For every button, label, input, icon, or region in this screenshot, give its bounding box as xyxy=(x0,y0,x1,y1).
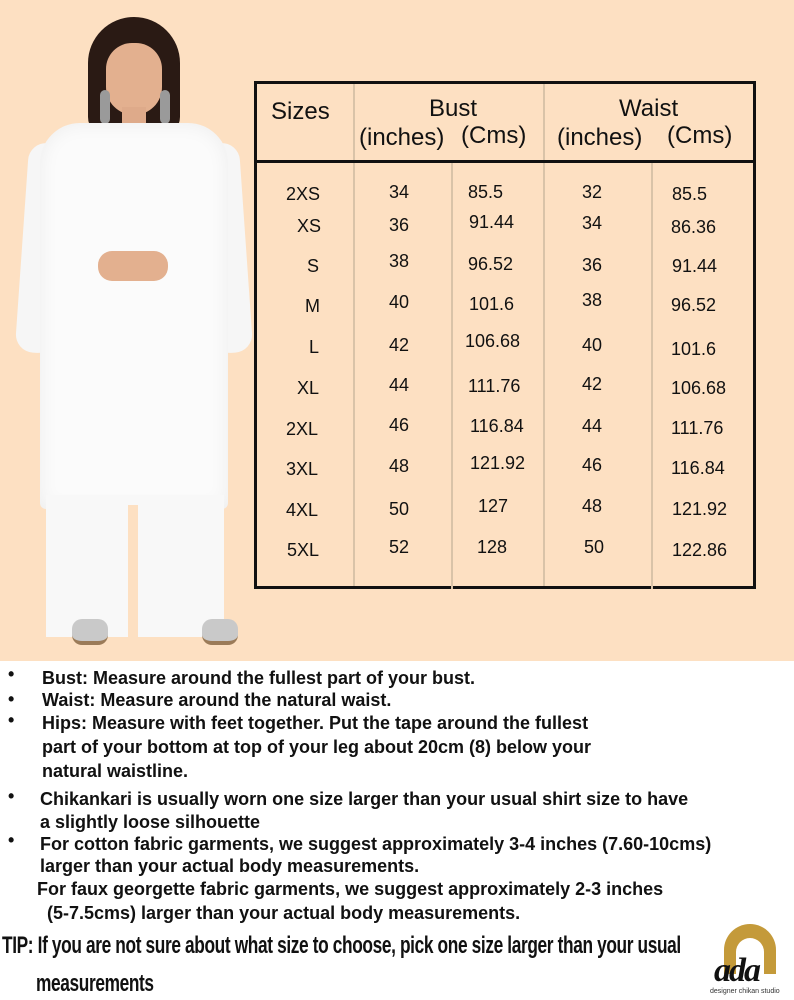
note-waist: Waist: Measure around the natural waist. xyxy=(42,690,392,710)
bust-cms: 91.44 xyxy=(469,212,515,232)
bust-inches: 50 xyxy=(389,499,410,519)
earring-right xyxy=(160,90,170,124)
waist-cms: 96.52 xyxy=(671,295,717,315)
size-label: 5XL xyxy=(287,540,320,560)
bust-inches: 34 xyxy=(389,182,410,202)
header-bust-cms: (Cms) xyxy=(461,122,527,149)
waist-cms: 86.36 xyxy=(671,217,717,237)
bust-cms: 116.84 xyxy=(470,416,524,436)
waist-inches: 40 xyxy=(582,335,603,355)
bust-inches: 38 xyxy=(389,251,410,271)
table-header xyxy=(257,84,753,163)
waist-inches: 48 xyxy=(582,496,603,516)
logo-tagline: designer chikan studio xyxy=(710,988,780,995)
bust-cms: 85.5 xyxy=(468,182,504,202)
size-label: M xyxy=(305,296,320,316)
note-cotton-line1: For cotton fabric garments, we suggest approximately 3-4 inches (7.60-10cms) xyxy=(40,834,712,854)
note-chikankari-line1: Chikankari is usually worn one size larger than your usual shirt size to have xyxy=(40,789,689,809)
bust-inches: 46 xyxy=(389,415,410,435)
tip-line1: TIP: If you are not sure about what size to choose, pick one size larger than your usual xyxy=(2,932,681,959)
note-chikankari-line2: a slightly loose silhouette xyxy=(40,812,261,832)
logo-wordmark: ada xyxy=(714,952,759,989)
header-sizes: Sizes xyxy=(271,98,330,125)
note-hips-line3: natural waistline. xyxy=(42,761,189,781)
tip-line2: measurements xyxy=(36,970,154,997)
bust-cms: 127 xyxy=(478,496,509,516)
bullet-icon: • xyxy=(8,830,15,850)
note-hips-line2: part of your bottom at top of your leg about 20cm (8) below your xyxy=(42,737,592,757)
size-label: 4XL xyxy=(286,500,319,520)
bust-inches: 42 xyxy=(389,335,410,355)
size-label: XL xyxy=(297,378,320,398)
header-waist: Waist xyxy=(619,95,679,122)
bullet-icon: • xyxy=(8,710,15,730)
bullet-icon: • xyxy=(8,689,15,709)
sandal-right xyxy=(202,619,238,645)
bust-inches: 40 xyxy=(389,292,410,312)
size-label: XS xyxy=(297,216,322,236)
size-label: 2XS xyxy=(286,184,321,204)
bust-cms: 101.6 xyxy=(469,294,515,314)
model-photo xyxy=(20,15,240,655)
waist-inches: 44 xyxy=(582,416,603,436)
note-hips-line1: Hips: Measure with feet together. Put the tape around the fullest xyxy=(42,713,589,733)
pants-gap xyxy=(128,505,138,637)
model-face xyxy=(106,43,162,115)
waist-cms: 101.6 xyxy=(671,339,717,359)
header-waist-inches: (inches) xyxy=(557,124,643,151)
waist-inches: 50 xyxy=(584,537,605,557)
header-bust-inches: (inches) xyxy=(359,124,445,151)
waist-cms: 106.68 xyxy=(671,378,727,398)
size-label: 2XL xyxy=(286,419,319,439)
bust-cms: 111.76 xyxy=(468,376,521,396)
size-label: S xyxy=(307,256,320,276)
header-bust: Bust xyxy=(429,95,478,122)
waist-cms: 121.92 xyxy=(672,499,728,519)
waist-cms: 111.76 xyxy=(671,418,724,438)
waist-inches: 34 xyxy=(582,213,603,233)
note-bust: Bust: Measure around the fullest part of your bust. xyxy=(42,668,476,688)
bust-inches: 36 xyxy=(389,215,410,235)
column-divider xyxy=(451,163,453,589)
bust-cms: 128 xyxy=(477,537,508,557)
waist-cms: 116.84 xyxy=(671,458,725,478)
waist-cms: 91.44 xyxy=(672,256,718,276)
note-georgette-line2: (5-7.5cms) larger than your actual body measurements. xyxy=(47,903,521,923)
bust-inches: 48 xyxy=(389,456,410,476)
size-label: L xyxy=(309,337,320,357)
model-hands xyxy=(98,251,168,281)
bust-inches: 44 xyxy=(389,375,410,395)
waist-cms: 122.86 xyxy=(672,540,728,560)
bust-cms: 96.52 xyxy=(468,254,514,274)
header-waist-cms: (Cms) xyxy=(667,122,733,149)
column-divider xyxy=(651,163,653,589)
bust-inches: 52 xyxy=(389,537,410,557)
bullet-icon: • xyxy=(8,664,15,684)
bust-cms: 106.68 xyxy=(465,331,521,351)
bullet-icon: • xyxy=(8,786,15,806)
waist-inches: 32 xyxy=(582,182,603,202)
ada-logo xyxy=(708,918,790,998)
size-chart-table xyxy=(254,81,756,589)
note-georgette-line1: For faux georgette fabric garments, we suggest approximately 2-3 inches xyxy=(37,879,664,899)
waist-inches: 42 xyxy=(582,374,603,394)
waist-inches: 36 xyxy=(582,255,603,275)
note-cotton-line2: larger than your actual body measurements. xyxy=(40,856,420,876)
sandal-left xyxy=(72,619,108,645)
bust-cms: 121.92 xyxy=(470,453,526,473)
waist-cms: 85.5 xyxy=(672,184,708,204)
waist-inches: 46 xyxy=(582,455,603,475)
earring-left xyxy=(100,90,110,124)
white-kurta xyxy=(40,123,228,509)
waist-inches: 38 xyxy=(582,290,603,310)
size-label: 3XL xyxy=(286,459,319,479)
